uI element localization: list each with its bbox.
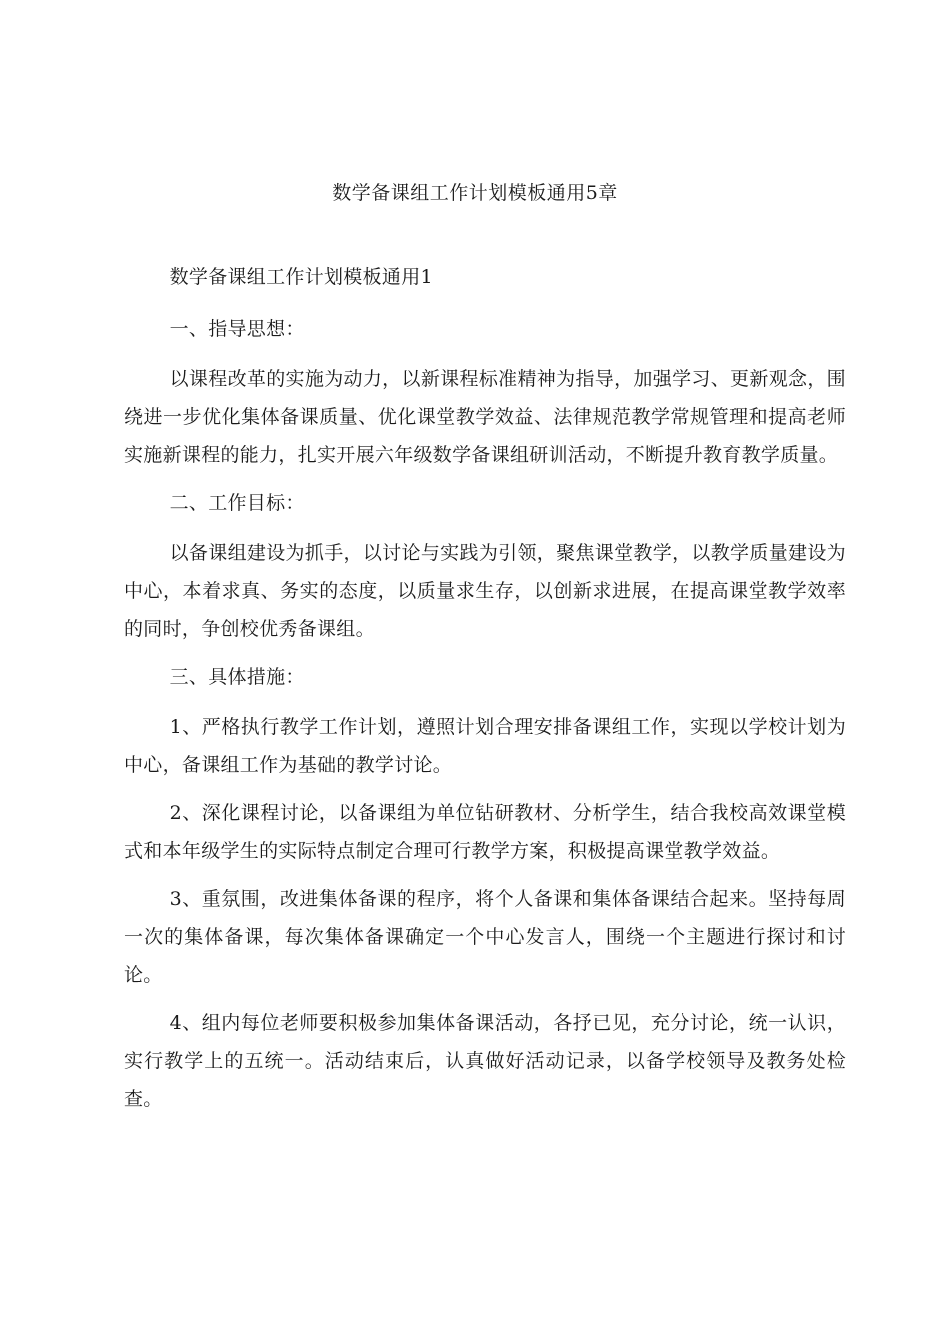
measure-item-4: 4、组内每位老师要积极参加集体备课活动，各抒已见，充分讨论，统一认识，实行教学上的五统一。活动结束后，认真做好活动记录，以备学校领导及教务处检查。 [124,1012,846,1110]
chapter-heading: 数学备课组工作计划模板通用1 [169,266,433,288]
paragraph-guiding-ideology: 以课程改革的实施为动力，以新课程标准精神为指导，加强学习、更新观念，围绕进一步优化集体备课质量、优化课堂教学效益、法律规范教学常规管理和提高老师实施新课程的能力，扎实开展六年级数学备课组研训活动，不断提升教育教学质量。 [124,368,846,466]
measure-item-1: 1、严格执行教学工作计划，遵照计划合理安排备课组工作，实现以学校计划为中心，备课组工作为基础的教学讨论。 [124,716,846,776]
document-body [124,258,846,1128]
measure-item-2: 2、深化课程讨论，以备课组为单位钻研教材、分析学生，结合我校高效课堂模式和本年级学生的实际特点制定合理可行教学方案，积极提高课堂教学效益。 [124,802,846,862]
section-heading-work-goals: 二、工作目标： [169,492,305,514]
section-heading-measures: 三、具体措施： [169,666,305,688]
section-heading-guiding-ideology: 一、指导思想： [169,318,305,340]
measure-item-3: 3、重氛围，改进集体备课的程序，将个人备课和集体备课结合起来。坚持每周一次的集体备课，每次集体备课确定一个中心发言人，围绕一个主题进行探讨和讨论。 [124,888,846,986]
document-title: 数学备课组工作计划模板通用5章 [332,182,618,204]
paragraph-work-goals: 以备课组建设为抓手，以讨论与实践为引领，聚焦课堂教学，以教学质量建设为中心，本着求真、务实的态度，以质量求生存，以创新求进展，在提高课堂教学效率的同时，争创校优秀备课组。 [124,542,846,640]
